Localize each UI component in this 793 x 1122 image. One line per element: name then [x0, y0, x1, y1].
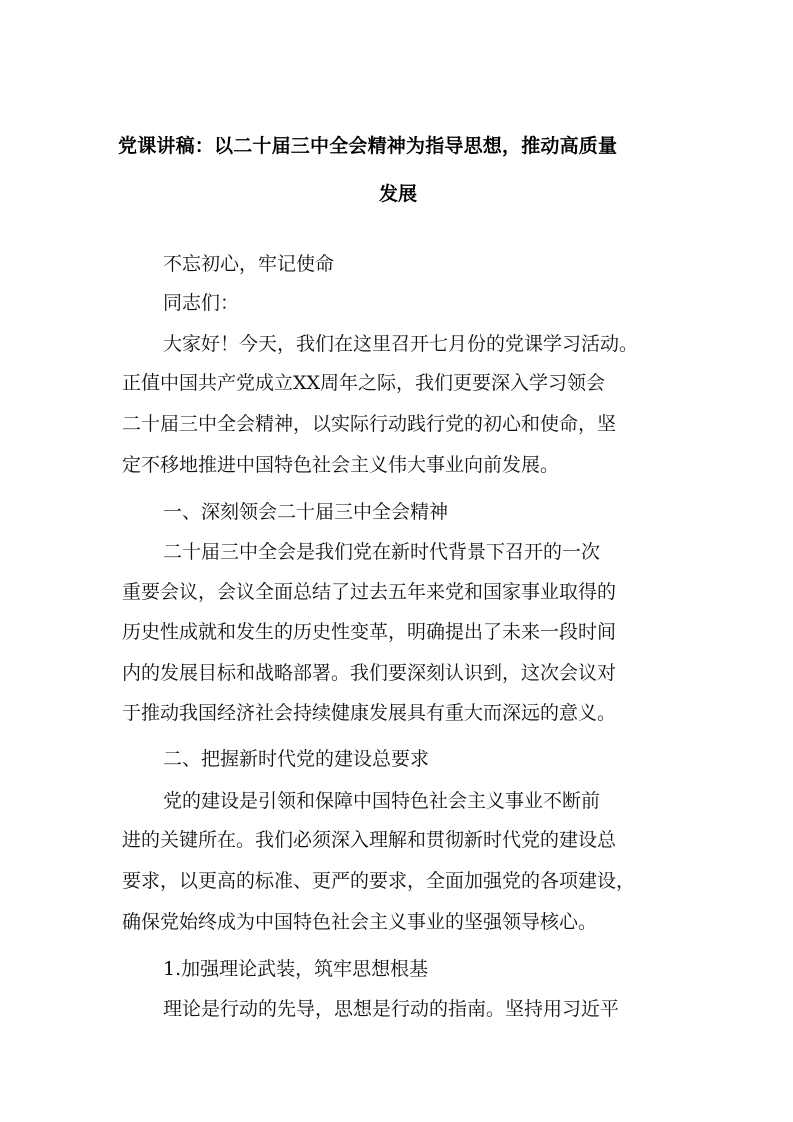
body-line: 内的发展目标和战略部署。我们要深刻认识到，这次会议对 [122, 662, 617, 684]
body-line: 大家好！今天，我们在这里召开七月份的党课学习活动。 [163, 333, 639, 355]
body-line: 进的关键所在。我们必须深入理解和贯彻新时代党的建设总 [122, 829, 617, 851]
document-title-line-2: 发展 [378, 183, 417, 205]
section-heading-1: 一、深刻领会二十届三中全会精神 [163, 501, 449, 523]
body-line: 要求，以更高的标准、更严的要求，全面加强党的各项建设， [122, 870, 636, 892]
body-line: 党的建设是引领和保障中国特色社会主义事业不断前 [163, 790, 601, 812]
section-heading-2: 二、把握新时代党的建设总要求 [163, 748, 430, 770]
salutation-line: 同志们： [163, 292, 240, 314]
slogan-line: 不忘初心，牢记使命 [163, 253, 335, 275]
body-line: 理论是行动的先导，思想是行动的指南。坚持用习近平 [163, 998, 620, 1020]
body-line: 历史性成就和发生的历史性变革，明确提出了未来一段时间 [122, 621, 617, 643]
body-line: 正值中国共产党成立XX周年之际，我们更要深入学习领会 [122, 372, 606, 394]
body-line: 二十届三中全会是我们党在新时代背景下召开的一次 [163, 541, 601, 563]
document-title-line-1: 党课讲稿：以二十届三中全会精神为指导思想，推动高质量 [118, 135, 618, 157]
body-line: 于推动我国经济社会持续健康发展具有重大而深远的意义。 [122, 702, 617, 724]
body-line: 确保党始终成为中国特色社会主义事业的坚强领导核心。 [122, 911, 598, 933]
subsection-heading-1: 1.加强理论武装，筑牢思想根基 [163, 958, 429, 980]
body-line: 二十届三中全会精神，以实际行动践行党的初心和使命，坚 [122, 413, 617, 435]
body-line: 重要会议，会议全面总结了过去五年来党和国家事业取得的 [122, 581, 617, 603]
body-line: 定不移地推进中国特色社会主义伟大事业向前发展。 [122, 454, 560, 476]
